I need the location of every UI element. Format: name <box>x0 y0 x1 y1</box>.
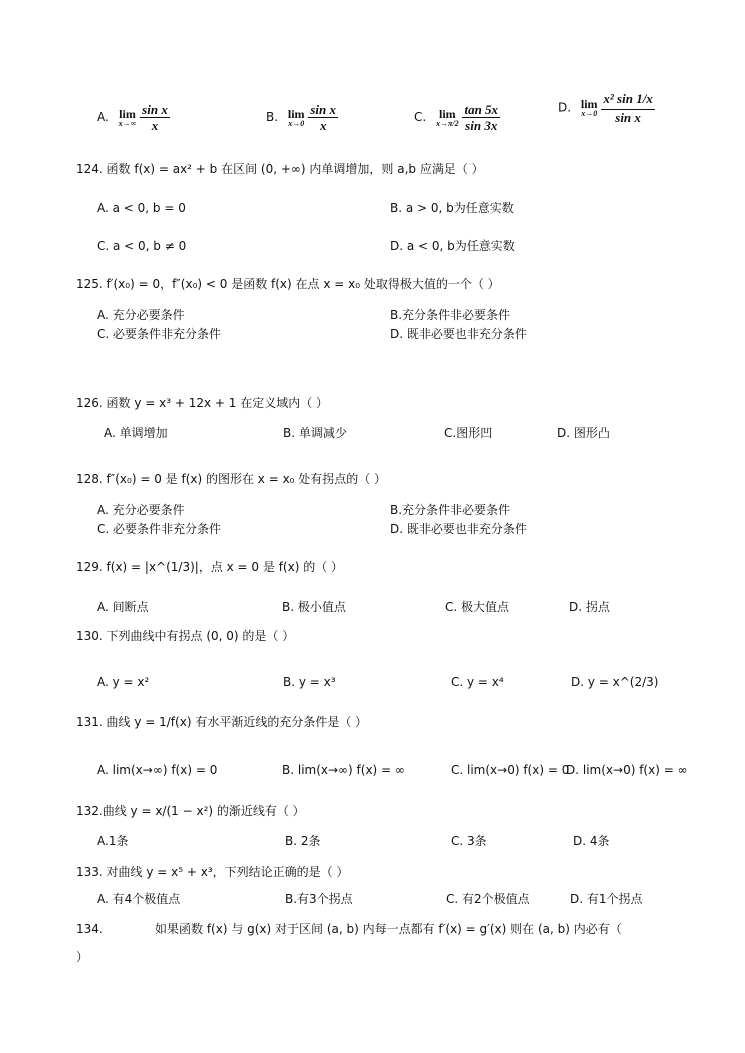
q129-option-b: B. 极小值点 <box>282 600 346 614</box>
q123-option-d <box>558 92 655 124</box>
fraction: $\frac{\text{sin x}}{x}$ <box>142 102 168 133</box>
q124-stem: 124. 函数 f(x) = ax² + b 在区间 (0, +∞) 内单调增加，则 a,b 应满足（ ） <box>76 162 484 176</box>
q132-option-a: A.1条 <box>97 834 129 848</box>
q130-option-c: C. y = x⁴ <box>451 675 504 689</box>
q128-option-c: C. 必要条件非充分条件 <box>97 522 222 536</box>
q124-option-c: C. a < 0, b ≠ 0 <box>97 239 187 253</box>
q134-number: 134. <box>76 922 103 936</box>
q129-stem: 129. f(x) = |x^(1/3)|，点 x = 0 是 f(x) 的（ ） <box>76 560 344 574</box>
q130-stem: 130. 下列曲线中有拐点 (0, 0) 的是（ ） <box>76 629 295 643</box>
limit: lim x→∞ <box>118 106 137 128</box>
q123-c-label: C. <box>414 110 427 124</box>
q134-stem-tail: ） <box>76 950 89 964</box>
limit: lim x→0 <box>580 97 598 118</box>
q128-option-a: A. 充分必要条件 <box>97 503 185 517</box>
q125-option-b: B.充分条件非必要条件 <box>390 308 511 322</box>
q126-option-d: D. 图形凸 <box>557 426 610 440</box>
q123-option-a <box>97 103 170 132</box>
q132-option-d: D. 4条 <box>573 834 610 848</box>
q126-option-a: A. 单调增加 <box>104 426 168 440</box>
q125-option-c: C. 必要条件非充分条件 <box>97 327 222 341</box>
q130-option-b: B. y = x³ <box>283 675 336 689</box>
q131-option-d: D. lim(x→0) f(x) = ∞ <box>566 763 688 777</box>
q123-b-label: B. <box>266 110 279 124</box>
q124-option-b: B. a > 0, b为任意实数 <box>390 201 514 215</box>
q132-option-c: C. 3条 <box>451 834 487 848</box>
q128-option-b: B.充分条件非必要条件 <box>390 503 511 517</box>
q133-stem: 133. 对曲线 y = x⁵ + x³，下列结论正确的是（ ） <box>76 865 349 879</box>
q130-option-a: A. y = x² <box>97 675 150 689</box>
q133-option-d: D. 有1个拐点 <box>570 892 643 906</box>
q131-stem: 131. 曲线 y = 1/f(x) 有水平渐近线的充分条件是（ ） <box>76 715 368 729</box>
q132-option-b: B. 2条 <box>285 834 321 848</box>
q123-d-label: D. <box>558 100 572 115</box>
q134-stem: 如果函数 f(x) 与 g(x) 对于区间 (a, b) 内每一点都有 f′(x) = g′(x) 则在 (a, b) 内必有（ <box>155 922 622 936</box>
q132-stem: 132.曲线 y = x/(1 − x²) 的渐近线有（ ） <box>76 804 305 818</box>
limit: lim x→0 <box>287 106 305 128</box>
q131-option-a: A. lim(x→∞) f(x) = 0 <box>97 763 218 777</box>
q131-option-b: B. lim(x→∞) f(x) = ∞ <box>282 763 405 777</box>
q123-a-label: A. <box>97 110 109 124</box>
q128-option-d: D. 既非必要也非充分条件 <box>390 522 527 536</box>
q128-stem: 128. f″(x₀) = 0 是 f(x) 的图形在 x = x₀ 处有拐点的（ ） <box>76 472 387 486</box>
fraction: $\frac{\tan 5x}{\sin 3x}$ <box>464 102 499 133</box>
q130-option-d: D. y = x^(2/3) <box>571 675 659 689</box>
fraction: $\frac{\text{sin x}}{x}$ <box>310 102 337 133</box>
q126-option-c: C.图形凹 <box>444 426 493 440</box>
q124-option-a: A. a < 0, b = 0 <box>97 201 186 215</box>
q133-option-a: A. 有4个极值点 <box>97 892 181 906</box>
q133-option-b: B.有3个拐点 <box>285 892 353 906</box>
q123-option-c <box>414 103 500 132</box>
q133-option-c: C. 有2个极值点 <box>446 892 530 906</box>
q123-option-b <box>266 103 338 132</box>
q126-option-b: B. 单调减少 <box>283 426 347 440</box>
q126-stem: 126. 函数 y = x³ + 12x + 1 在定义域内（ ） <box>76 396 329 410</box>
q124-option-d: D. a < 0, b为任意实数 <box>390 239 515 253</box>
fraction: $\frac{\text{x² sin 1/x}}{\text{sin x}}$ <box>603 91 653 125</box>
q129-option-c: C. 极大值点 <box>445 600 510 614</box>
q129-option-a: A. 间断点 <box>97 600 149 614</box>
limit: lim x→π/2 <box>436 106 459 128</box>
q129-option-d: D. 拐点 <box>569 600 610 614</box>
q131-option-c: C. lim(x→0) f(x) = 0 <box>451 763 570 777</box>
q125-option-d: D. 既非必要也非充分条件 <box>390 327 527 341</box>
q125-stem: 125. f′(x₀) = 0，f″(x₀) < 0 是函数 f(x) 在点 x = x₀ 处取得极大值的一个（ ） <box>76 277 500 291</box>
q125-option-a: A. 充分必要条件 <box>97 308 185 322</box>
